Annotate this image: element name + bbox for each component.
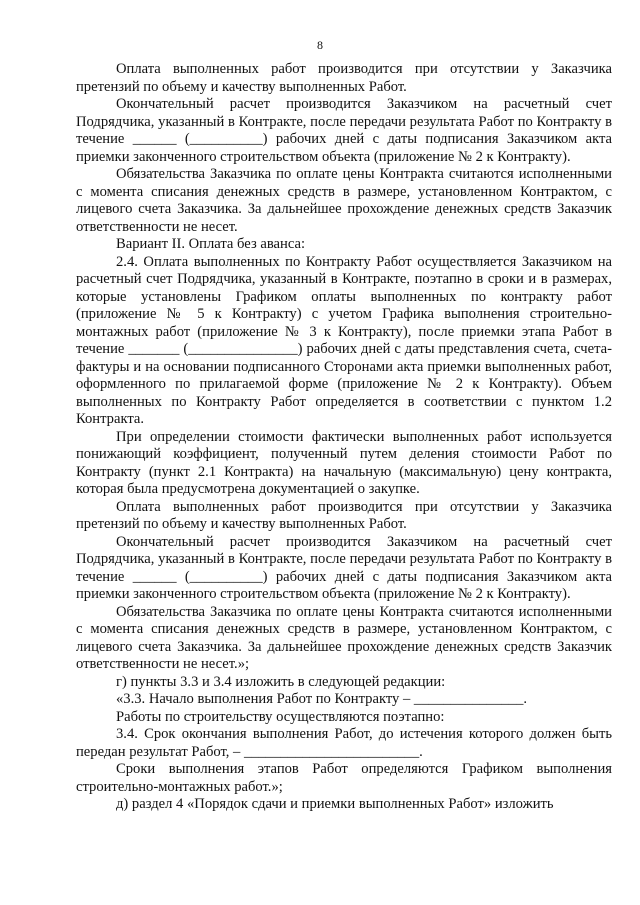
paragraph-clause-3-4: 3.4. Срок окончания выполнения Работ, до истечения которого должен быть передан результат Работ, – ________________________.: [76, 726, 612, 760]
paragraph-customer-obligations: Обязательства Заказчика по оплате цены Контракта считаются исполненными с момента списания денежных средств в размере, установленном Контрактом, с лицевого счета Заказчика. За дальнейшее прохождение денежных средств Заказчик ответственности не несет.: [76, 166, 612, 235]
paragraph-stages: Работы по строительству осуществляются поэтапно:: [116, 708, 445, 725]
document-body: [76, 61, 612, 814]
paragraph-item-g: г) пункты 3.3 и 3.4 изложить в следующей редакции:: [116, 673, 446, 690]
paragraph-stage-terms: Сроки выполнения этапов Работ определяются Графиком выполнения строительно-монтажных работ.»;: [76, 761, 612, 795]
paragraph-clause-2-4: 2.4. Оплата выполненных по Контракту Работ осуществляется Заказчиком на расчетный счет Подрядчика, указанный в Контракте, поэтапно в сроки и в размерах, которые установлены Графиком оплаты выполненных по контракту работ (приложение № 5 к Контракту) с учетом Графика выполнения строительно-монтажных работ (приложение № 3 к Контракту), после приемки этапа Работ в течение _______ (_______________) рабочих дней с даты представления счета, счета-фактуры и на основании подписанного Сторонами акта приемки выполненных работ, оформленного по прилагаемой форме (приложение № 2 к Контракту). Объем выполненных по Контракту Работ определяется в соответствии с пунктом 1.2 Контракта.: [76, 253, 612, 427]
paragraph-payment-condition: Оплата выполненных работ производится при отсутствии у Заказчика претензий по объему и качеству выполненных Работ.: [76, 61, 612, 95]
paragraph-variant-heading: Вариант II. Оплата без аванса:: [116, 236, 306, 252]
paragraph-customer-obligations-2: Обязательства Заказчика по оплате цены Контракта считаются исполненными с момента списания денежных средств в размере, установленном Контрактом, с лицевого счета Заказчика. За дальнейшее прохождение денежных средств Заказчик ответственности не несет.»;: [76, 603, 612, 672]
paragraph-clause-3-3: «3.3. Начало выполнения Работ по Контракту – _______________.: [116, 691, 528, 707]
paragraph-reduction-coefficient: При определении стоимости фактически выполненных работ используется понижающий коэффициент, полученный путем деления стоимости Работ по Контракту (пункт 2.1 Контракта) на начальную (максимальную) цену контракта, которая была предусмотрена документацией о закупке.: [76, 428, 612, 497]
page-number: 8: [317, 38, 323, 52]
paragraph-item-d: д) раздел 4 «Порядок сдачи и приемки выполненных Работ» изложить: [116, 796, 554, 812]
paragraph-final-settlement: Окончательный расчет производится Заказчиком на расчетный счет Подрядчика, указанный в Контракте, после передачи результата Работ по Контракту в течение ______ (__________) рабочих дней с даты подписания Заказчиком акта приемки законченного строительством объекта (приложение № 2 к Контракту).: [76, 96, 612, 165]
paragraph-payment-condition-2: Оплата выполненных работ производится при отсутствии у Заказчика претензий по объему и качеству выполненных Работ.: [76, 498, 612, 532]
paragraph-final-settlement-2: Окончательный расчет производится Заказчиком на расчетный счет Подрядчика, указанный в Контракте, после передачи результата Работ по Контракту в течение ______ (__________) рабочих дней с даты подписания Заказчиком акта приемки законченного строительством объекта (приложение № 2 к Контракту).: [76, 533, 612, 602]
